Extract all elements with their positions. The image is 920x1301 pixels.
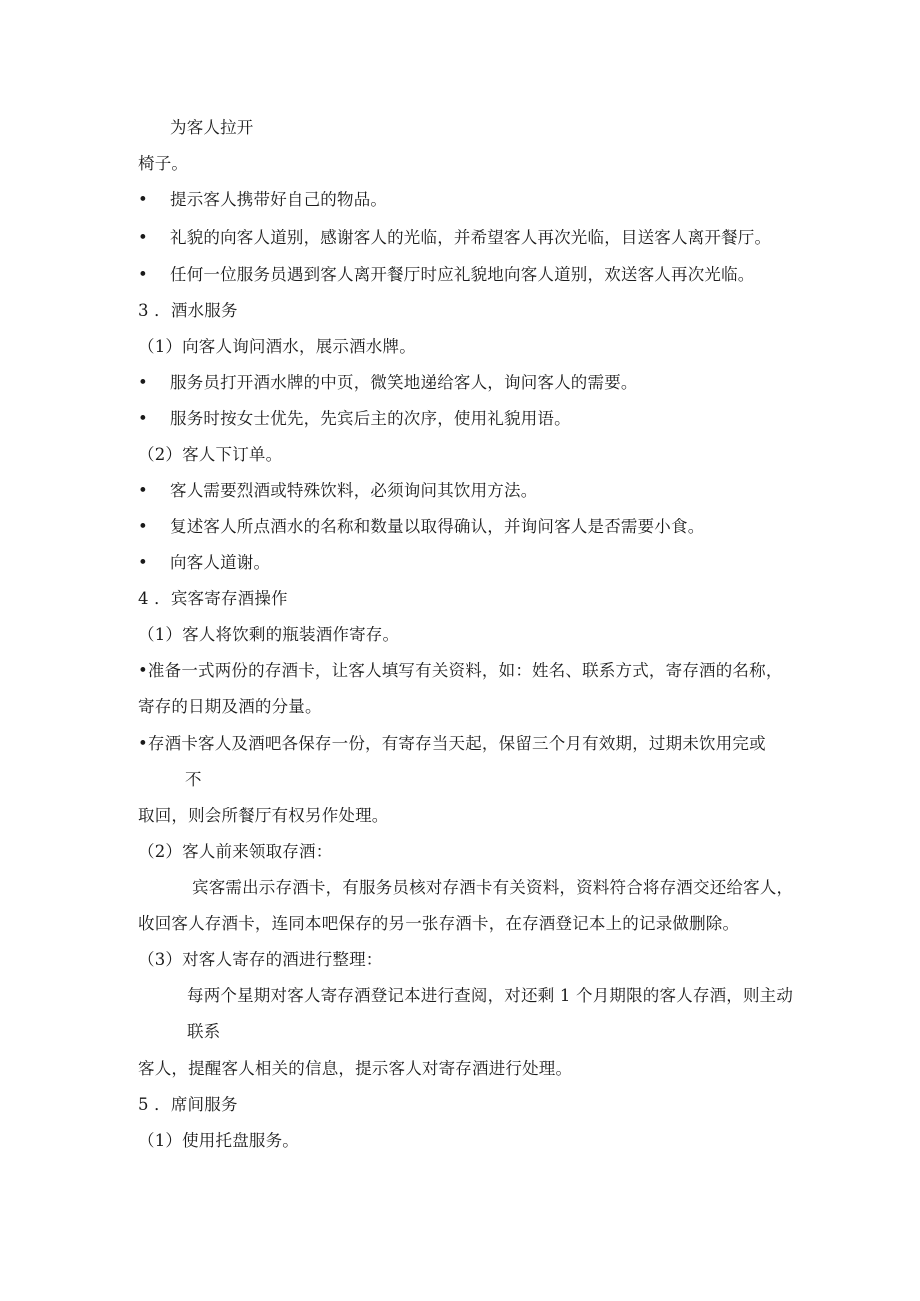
paragraph-line: 不 [185,770,202,789]
subsection-heading: （1）向客人询问酒水，展示酒水牌。 [138,337,416,356]
text-line: 椅子。 [138,154,189,173]
subsection-heading: （2）客人下订单。 [138,445,283,464]
list-item: 复述客人所点酒水的名称和数量以取得确认，并询问客人是否需要小食。 [170,517,705,536]
text-line: 为客人拉开 [170,118,254,137]
subsection-heading: （1）客人将饮剩的瓶装酒作寄存。 [138,625,400,644]
bullet-marker: • [138,190,148,209]
paragraph-line: 客人，提醒客人相关的信息，提示客人对寄存酒进行处理。 [138,1059,573,1078]
paragraph-line: 收回客人存酒卡，连同本吧保存的另一张存酒卡，在存酒登记本上的记录做删除。 [138,914,740,933]
paragraph-line: •准备一式两份的存酒卡，让客人填写有关资料，如：姓名、联系方式，寄存酒的名称， [138,661,783,680]
list-item: 客人需要烈酒或特殊饮料，必须询问其饮用方法。 [170,481,538,500]
list-item: 向客人道谢。 [170,553,271,572]
subsection-heading: （1）使用托盘服务。 [138,1131,299,1150]
paragraph-line: 取回，则会所餐厅有权另作处理。 [138,806,389,825]
bullet-marker: • [138,373,148,392]
list-item: 礼貌的向客人道别，感谢客人的光临，并希望客人再次光临，目送客人离开餐厅。 [170,228,772,247]
subsection-heading: （3）对客人寄存的酒进行整理： [138,950,383,969]
section-heading: 5 ．席间服务 [138,1095,238,1114]
subsection-heading: （2）客人前来领取存酒： [138,842,333,861]
bullet-marker: • [138,409,148,428]
section-heading: 4 ．宾客寄存酒操作 [138,589,288,608]
bullet-marker: • [138,553,148,572]
bullet-marker: • [138,265,148,284]
paragraph-line: •存酒卡客人及酒吧各保存一份，有寄存当天起，保留三个月有效期，过期未饮用完或 [138,734,766,753]
bullet-marker: • [138,481,148,500]
list-item: 任何一位服务员遇到客人离开餐厅时应礼貌地向客人道别，欢送客人再次光临。 [170,265,755,284]
paragraph-line: 宾客需出示存酒卡，有服务员核对存酒卡有关资料，资料符合将存酒交还给客人， [192,878,794,897]
bullet-marker: • [138,228,148,247]
paragraph-line: 每两个星期对客人寄存酒登记本进行查阅，对还剩 1 个月期限的客人存酒，则主动 [187,986,794,1005]
bullet-marker: • [138,517,148,536]
list-item: 提示客人携带好自己的物品。 [170,190,388,209]
paragraph-line: 联系 [187,1022,221,1041]
paragraph-line: 寄存的日期及酒的分量。 [138,697,322,716]
list-item: 服务时按女士优先，先宾后主的次序，使用礼貌用语。 [170,409,571,428]
section-heading: 3 ．酒水服务 [138,301,238,320]
list-item: 服务员打开酒水牌的中页，微笑地递给客人，询问客人的需要。 [170,373,638,392]
